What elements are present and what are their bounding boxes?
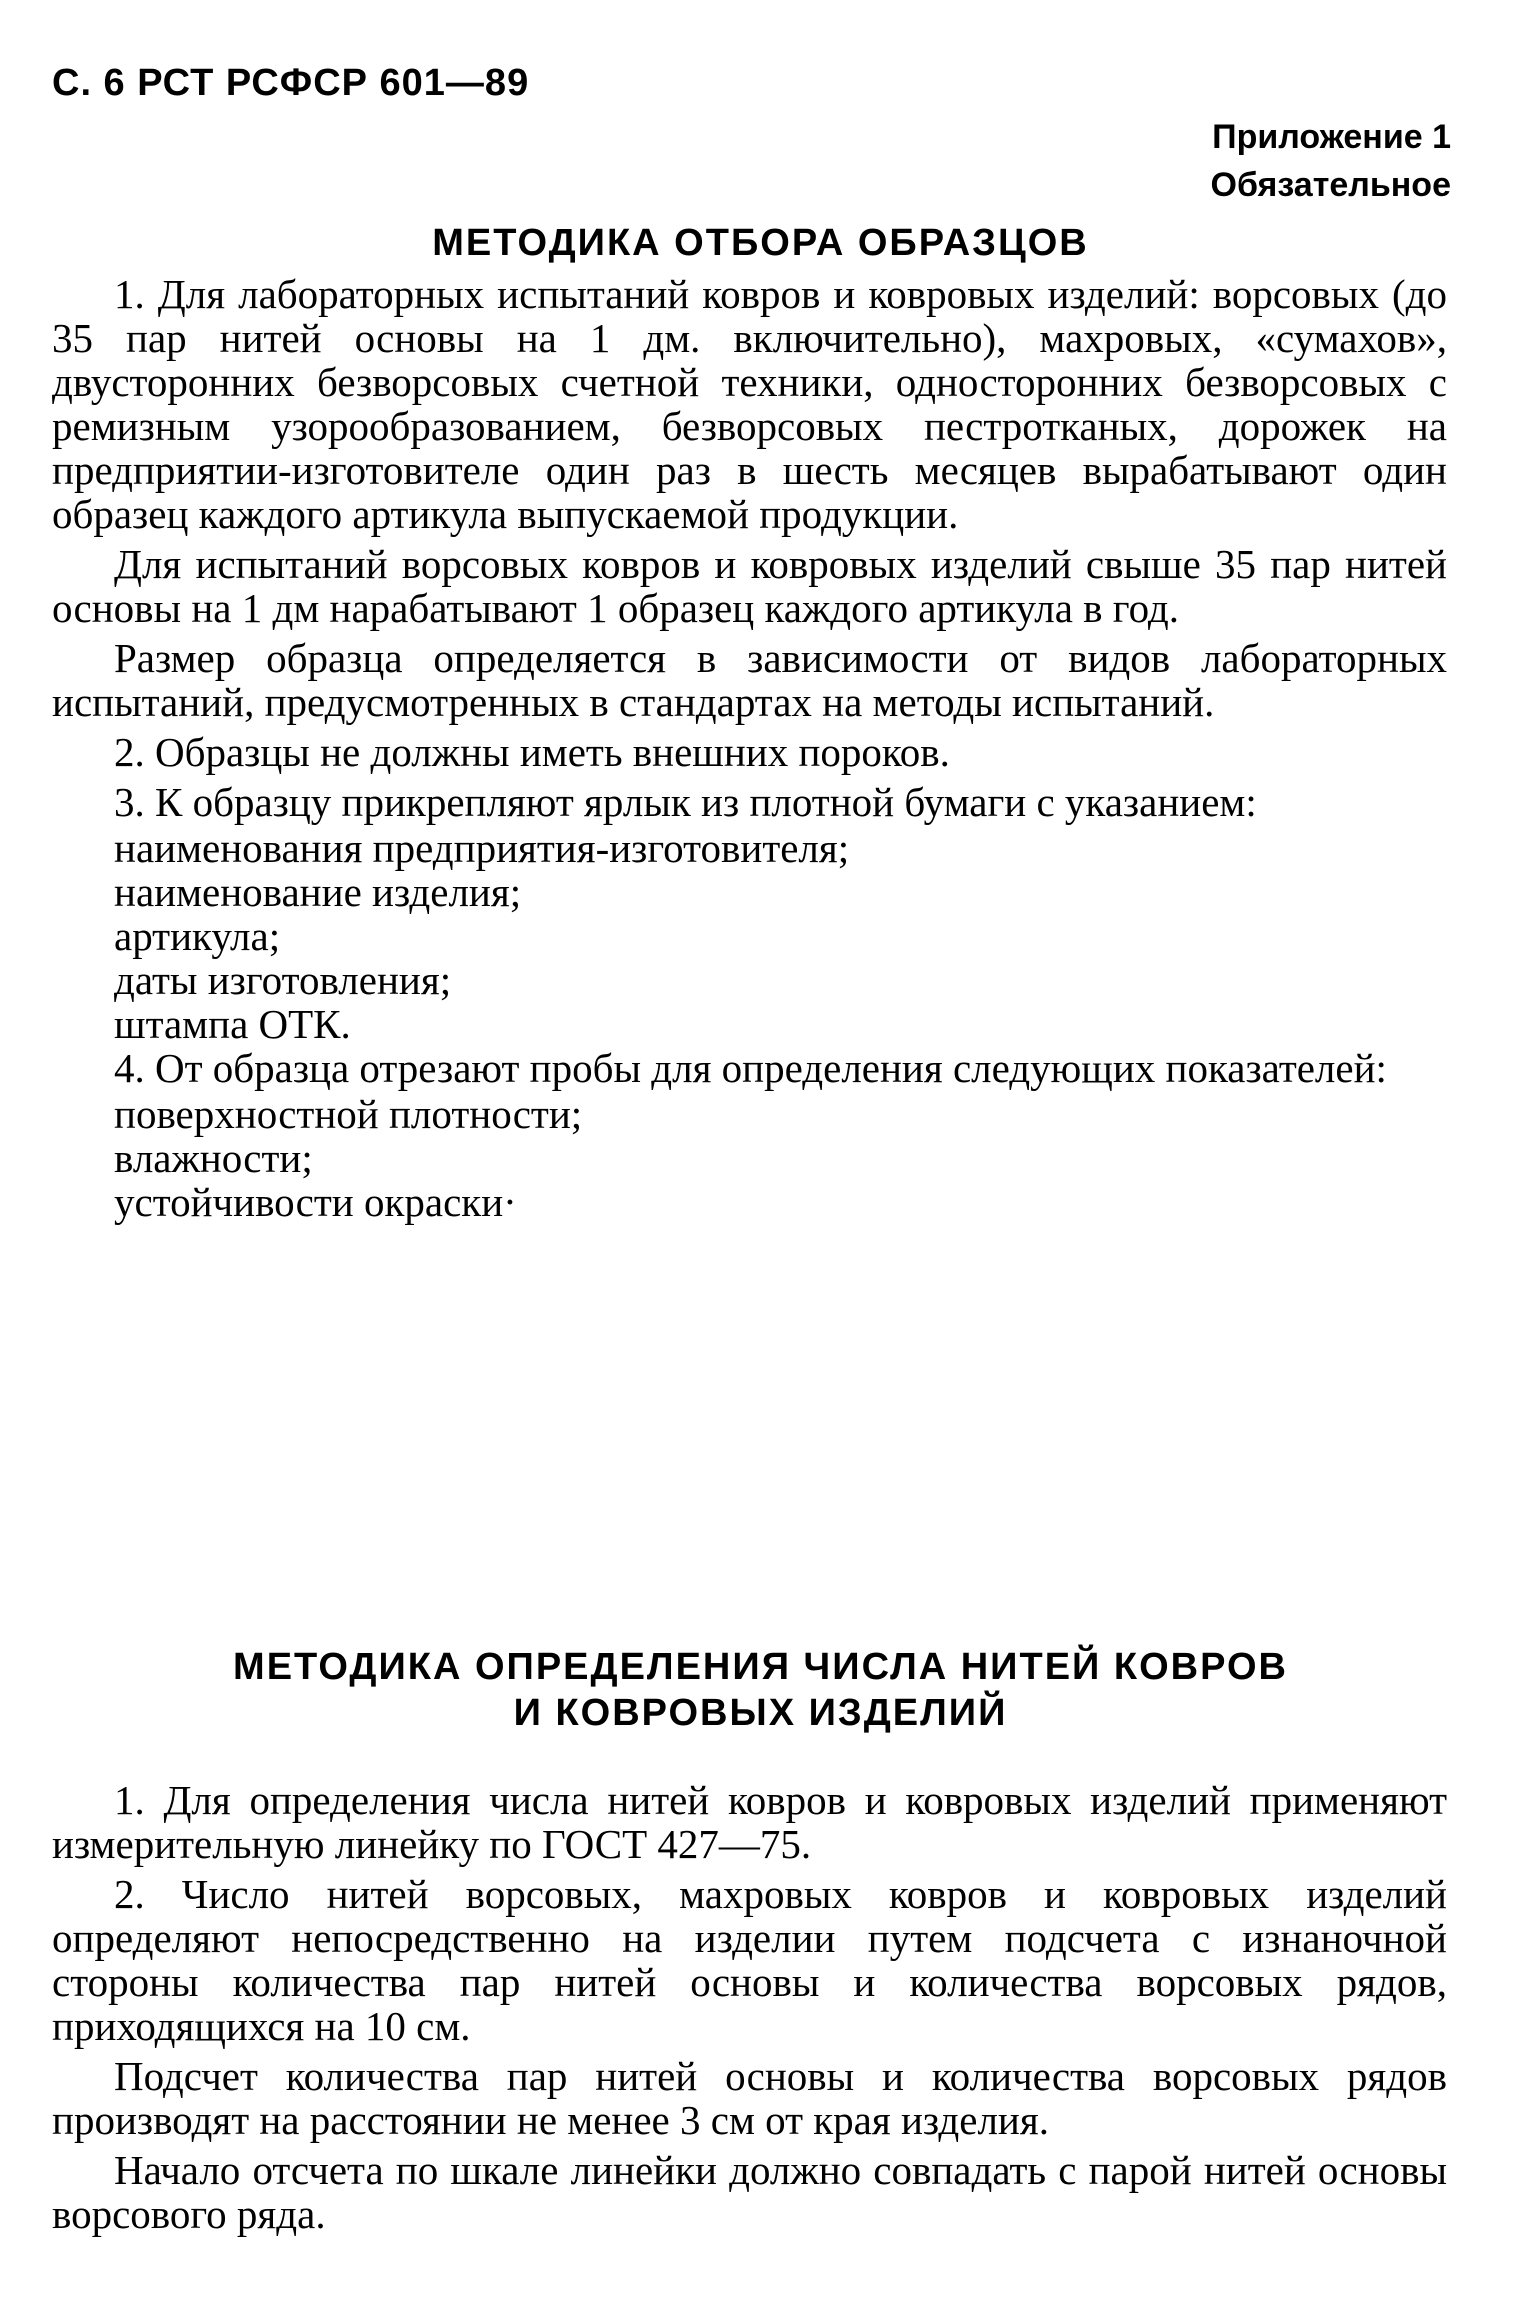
list-item: даты изготовления; [114, 957, 452, 1003]
list-item: устойчивости окраски· [114, 1179, 517, 1225]
section-title-thread-count [0, 1644, 1521, 1736]
paragraph: 4. От образца отрезают пробы для определения следующих показателей: [114, 1045, 1387, 1091]
paragraph: 2. Число нитей ворсовых, махровых ковров и ковровых изделий определяют непосредственно на изделии путем подсчета с изнаночной стороны количества пар нитей основы и количества ворсовых рядов, приходящихся на 10 см. [52, 1871, 1447, 2049]
list-item: штампа ОТК. [114, 1001, 351, 1047]
paragraph: Начало отсчета по шкале линейки должно совпадать с парой нитей основы ворсового ряда. [52, 2147, 1447, 2237]
paragraph: Размер образца определяется в зависимости от видов лабораторных испытаний, предусмотренных в стандартах на методы испытаний. [52, 635, 1447, 725]
paragraph: 1. Для лабораторных испытаний ковров и ковровых изделий: ворсовых (до 35 пар нитей основы на 1 дм. включительно), махровых, «сумахов», двусторонних безворсовых счетной техники, односторонних безворсовых с ремизным узорообразованием, безворсовых пестротканых, дорожек на предприятии-изготовителе один раз в шесть месяцев вырабатывают один образец каждого артикула выпускаемой продукции. [52, 271, 1447, 537]
section-title-sampling-text: МЕТОДИКА ОТБОРА ОБРАЗЦОВ [432, 222, 1089, 264]
list-item: влажности; [114, 1135, 313, 1181]
paragraph: Подсчет количества пар нитей основы и количества ворсовых рядов производят на расстоянии не менее 3 см от края изделия. [52, 2053, 1447, 2143]
paragraph: Для испытаний ворсовых ковров и ковровых изделий свыше 35 пар нитей основы на 1 дм нарабатывают 1 образец каждого артикула в год. [52, 541, 1447, 631]
list-item: наименования предприятия-изготовителя; [114, 825, 850, 871]
paragraph: 3. К образцу прикрепляют ярлык из плотной бумаги с указанием: [114, 779, 1257, 825]
paragraph: 2. Образцы не должны иметь внешних пороков. [114, 729, 950, 775]
label-items-list [52, 826, 1447, 1046]
paragraph: 1. Для определения числа нитей ковров и ковровых изделий применяют измерительную линейку по ГОСТ 427—75. [52, 1777, 1447, 1867]
appendix-label: Приложение 1 [1212, 118, 1451, 156]
list-item: поверхностной плотности; [114, 1091, 583, 1137]
list-item: артикула; [114, 913, 281, 959]
page-header: С. 6 РСТ РСФСР 601—89 [52, 62, 530, 104]
appendix-status: Обязательное [1210, 166, 1451, 204]
test-items-list [52, 1092, 1447, 1224]
section-body-sampling [52, 272, 1447, 1224]
section-body-thread-count [52, 1778, 1447, 2236]
list-item: наименование изделия; [114, 869, 522, 915]
section-title-line: И КОВРОВЫХ ИЗДЕЛИЙ [513, 1692, 1008, 1734]
section-title-line: МЕТОДИКА ОПРЕДЕЛЕНИЯ ЧИСЛА НИТЕЙ КОВРОВ [233, 1646, 1288, 1688]
section-title-sampling [0, 220, 1521, 266]
